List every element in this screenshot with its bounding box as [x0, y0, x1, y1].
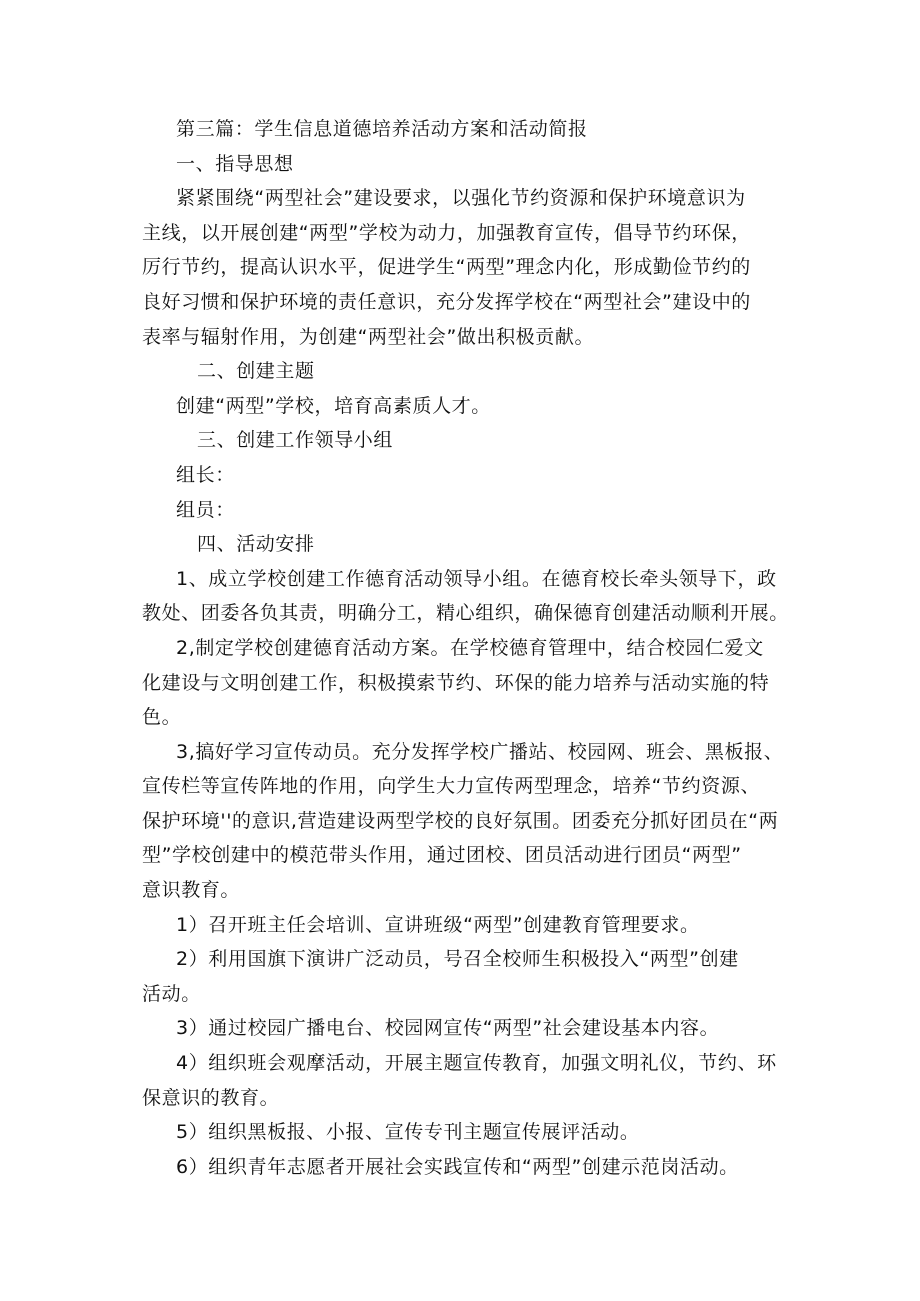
sub-item-line: 5）组织黑板报、小报、宣传专刊主题宣传展评活动。 — [176, 1121, 640, 1144]
list-item-line: 宣传栏等宣传阵地的作用，向学生大力宣传两型理念，培养“节约资源、 — [142, 775, 761, 798]
list-item-line: 色。 — [142, 706, 182, 729]
paragraph-line: 主线，以开展创建“两型”学校为动力，加强教育宣传，倡导节约环保， — [142, 221, 751, 244]
leader-label: 组长： — [176, 463, 235, 486]
sub-item-line: 保意识的教育。 — [142, 1086, 280, 1109]
sub-item-line: 6）组织青年志愿者开展社会实践宣传和“两型”创建示范岗活动。 — [176, 1155, 739, 1178]
list-item-line: 2,制定学校创建德育活动方案。在学校德育管理中，结合校园仁爱文 — [176, 636, 764, 659]
sub-item-line: 4）组织班会观摩活动，开展主题宣传教育，加强文明礼仪，节约、环 — [176, 1052, 777, 1075]
document-body — [142, 112, 802, 1184]
sub-item-line: 3）通过校园广播电台、校园网宣传“两型”社会建设基本内容。 — [176, 1017, 720, 1040]
paragraph-line: 紧紧围绕“两型社会”建设要求，以强化节约资源和保护环境意识为 — [176, 187, 746, 210]
list-item-line: 教处、团委各负其责，明确分工，精心组织，确保德育创建活动顺利开展。 — [142, 602, 789, 625]
section-heading-guiding-ideology: 一、指导思想 — [176, 152, 294, 175]
sub-item-line: 2）利用国旗下演讲广泛动员，号召全校师生积极投入“两型”创建 — [176, 948, 739, 971]
section-heading-leadership-group: 三、创建工作领导小组 — [197, 429, 394, 452]
list-item-line: 保护环境''的意识,营造建设两型学校的良好氛围。团委充分抓好团员在“两 — [142, 809, 779, 832]
list-item-line: 意识教育。 — [142, 879, 241, 902]
list-item-line: 型”学校创建中的模范带头作用，通过团校、团员活动进行团员“两型” — [142, 844, 742, 867]
section-heading-theme: 二、创建主题 — [197, 360, 315, 383]
paragraph-line: 创建“两型”学校，培育高素质人才。 — [176, 394, 491, 417]
paragraph-line: 厉行节约，提高认识水平，促进学生“两型”理念内化，形成勤俭节约的 — [142, 256, 751, 279]
list-item-line: 化建设与文明创建工作，积极摸索节约、环保的能力培养与活动实施的特 — [142, 671, 770, 694]
list-item-line: 3,搞好学习宣传动员。充分发挥学校广播站、校园网、班会、黑板报、 — [176, 740, 784, 763]
section-heading-activities: 四、活动安排 — [197, 533, 315, 556]
sub-item-line: 1）召开班主任会培训、宣讲班级“两型”创建教育管理要求。 — [176, 913, 700, 936]
document-title: 第三篇：学生信息道德培养活动方案和活动简报 — [176, 118, 588, 140]
paragraph-line: 表率与辐射作用，为创建“两型社会”做出积极贡献。 — [142, 325, 595, 348]
member-label: 组员： — [176, 498, 235, 521]
paragraph-line: 良好习惯和保护环境的责任意识，充分发挥学校在“两型社会”建设中的 — [142, 290, 751, 313]
sub-item-line: 活动。 — [142, 982, 201, 1005]
list-item-line: 1、成立学校创建工作德育活动领导小组。在德育校长牵头领导下，政 — [176, 567, 777, 590]
